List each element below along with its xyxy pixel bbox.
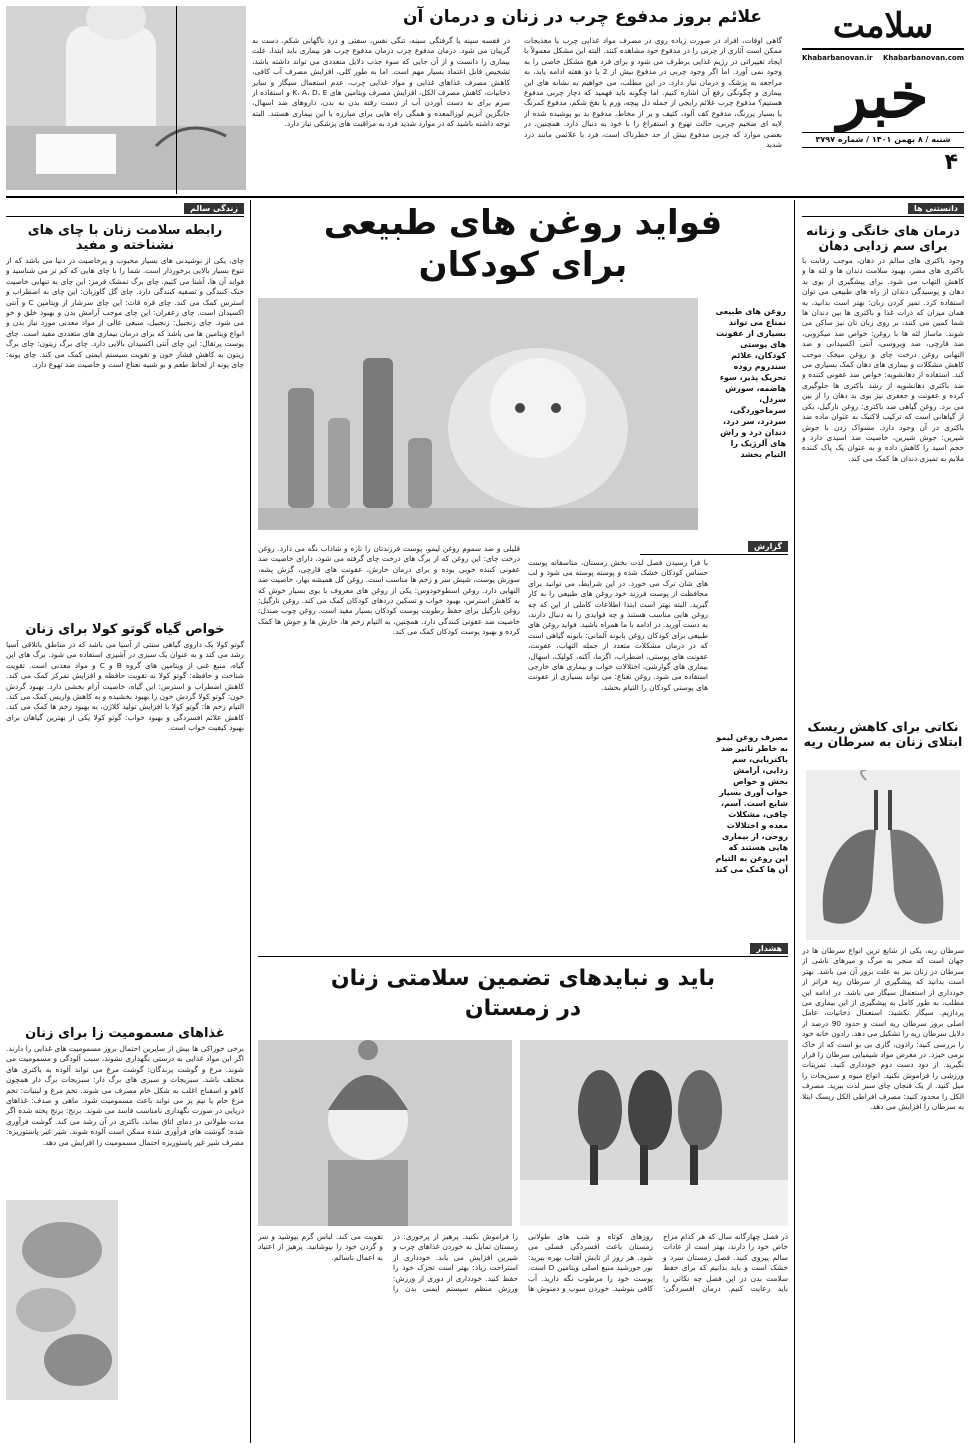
snow-walk-illustration <box>520 1040 788 1226</box>
main-body-col1: با فرا رسیدن فصل لذت بخش زمستان، متاسفانه پوست حساس کودکان خشک شده و پوسته پوسته می شود و لب های شان ترک می خورد. در این شرایط، می توانید برای محافظت از پوست فرزند خود روغن های طبیعی را به کار گیرید. البته بهتر است ابتدا اطلاعات کاملی از این که چه روغن هایی مناسب هستند و چه فوایدی را به دنبال دارند، به دست آورید. در ادامه با ما همراه باشید. فواید روغن های طبیعی برای کودکان روغن بابونه آلمانی: بابونه گیاهی است که در درمان مشکلات متعدد از جمله التهاب، عفونت، عفونت های پوستی، اضطراب، اگزما، آکنه، کولیک، اسهال، بیماری های گوارشی، اختلالات خواب و بیماری های خارجی استفاده می شود. روغن نعناع: می تواند بسیاری از عفونت های پوستی کودکان را التیام بخشد. <box>528 558 708 692</box>
left-article1-title: درمان های خانگی و زنانه برای سم زدایی دهان <box>806 223 960 253</box>
winter-title-line1: باید و نبایدهای تضمین سلامتی زنان <box>330 966 716 991</box>
lungs-photo <box>806 770 960 940</box>
top-divider <box>6 196 964 198</box>
left-col-divider <box>794 200 795 1443</box>
page-number: ۴ <box>944 150 958 175</box>
right-article1-text: چای، یکی از نوشیدنی های بسیار محبوب و پرخاصیت در دنیا می باشد که از تنوع بسیار بالایی برخوردار است. شما را با چای هایی که کم تر می شناسید و فواید آن ها، آشنا می کنیم. چای برگ تمشک قرمز: این چای به تنهایی خاصیت خنک کنندگی و تصفیه کنندگی دارد. چای گل گاوزبان: این چای به اضطراب و استرس کمک می کند. چای قره قات: این چای سرشار از ویتامین C و آنتی اکسیدان است. چای زعفران: این چای موجب آرامش بدن و بهبود خلق و خو می شود. چای زنجبیل: زنجبیل، منبعی عالی از مواد معدنی مورد نیاز بدن و انواع ویتامین ها می باشد که برای درمان بیماری های متعددی مفید است. چای پوست پرتقال: این چای آنتی اکسیدان بالایی دارد. چای برگ زیتون: چای برگ زیتون به کاهش فشار خون و تقویت سیستم ایمنی کمک می کند. چای پونه: چای پونه از لحاظ طعم و بو شبیه نعناع است و خاصیت ضد تهوع دارد. <box>6 256 244 370</box>
masthead <box>802 6 964 188</box>
report-tag: گزارش <box>640 540 788 555</box>
main-feature-title <box>258 202 788 292</box>
center-divider <box>250 200 251 1443</box>
main-title-line2: برای کودکان <box>418 245 628 285</box>
food-illustration <box>6 1200 118 1400</box>
girl-hat-illustration <box>258 1040 512 1226</box>
top-article <box>252 6 782 190</box>
main-title-line1: فواید روغن های طبیعی <box>323 203 723 243</box>
logo: خبر <box>837 59 929 132</box>
left-article2-text: سرطان ریه، یکی از شایع ترین انواع سرطان ها در جهان است که منجر به مرگ و میرهای ناشی از سرطان در زنان نیز به علت بروز آن می باشد. بهتر است بدانید که پیشگیری از سرطان ریه فراتر از خودداری از استعمال سیگار می باشد. در ادامه این مطلب، به طور کامل به پیشگیری از این بیماری می پردازیم. سیگار نکشید: استعمال دخانیات، عامل اصلی بروز سرطان ریه است و حدود 90 درصد از دلایل سرطان ریه را تشکیل می دهد. رادون خانه خود را بررسی کنید: رادون، گازی بی بو است که از خاک برمی خیزد. در معرض مواد شیمیایی سرطان زا قرار نگیرید. از دود دست دوم خودداری کنید. تمرینات ورزشی را فراموش نکنید. انواع میوه و سبزیجات را میل کنید. از یک فنجان چای سبز لذت ببرید. مصرف الکل را محدود کنید: مصرف افراطی الکل ریسک ابتلا به سرطان را افزایش می دهد. <box>802 946 964 1112</box>
left-sidebar <box>802 220 964 752</box>
section-title: سلامت <box>802 6 964 50</box>
winter-section-tag: هشدار <box>258 942 788 957</box>
side-pullquote: مصرف روغن لیمو به خاطر تاثیر ضد باکتریایی، سم زدایی، آرامش بخش و خواص خواب آوری بسیار شایع است. آسم، چاقی، مشکلات معده و اختلالات روحی، از بیماری هایی هستند که این روغن به التیام آن ها کمک می کند <box>714 733 788 874</box>
baby-photo <box>258 298 698 530</box>
top-article-col1: گاهی اوقات، افراد در صورت زیاده روی در مصرف مواد غذایی چرب یا مغذیجات ممکن است آثاری از چربی را در مدفوع خود مشاهده کنند. البته این مشکل معمولاً با ایجاد تغییراتی در رژیم غذایی برطرف می شود و برای فرد هیچ مشکل خاصی را به وجود نمی آورد. اما اگر وجود چربی در مدفوع بیش از 2 یا دو هفته ادامه یابد، به مراجعه به پزشک و درمان نیاز دارد. در این مطلب، می خواهیم به نشانه های این بیماری و چگونگی رفع آن اشاره کنیم. اما چگونه باید فهمید که دچار چربی مدفوع هستیم؟ مدفوع چرب علائم رایجی از جمله دل پیچه، ورم یا نفخ شکم، مدفوع کمرنگ یا بسیار پررنگ، مدفوع کف آلود، کثیف و پر از مخاط، مدفوع بد بو پوشیده شده از لایه ای ضخیم چربی، حالت تهوع و استفراغ را با خود به دنبال دارد. همچنین، در بعضی موارد که چربی مدفوع بیش از حد خطرناک است، فرد با علائمی مانند درد شدید <box>524 36 782 150</box>
doctor-photo <box>6 6 246 190</box>
top-article-title: علائم بروز مدفوع چرب در زنان و درمان آن <box>403 7 762 27</box>
winter-feature-title <box>258 964 788 1034</box>
site-url-ir[interactable]: Khabarbanovan.ir <box>802 54 873 62</box>
winter-girl-photo <box>258 1040 512 1226</box>
baby-oil-illustration <box>258 298 698 530</box>
right-article2-text: گوتو کولا یک داروی گیاهی سنتی از آسیا می باشد که در مناطق باتلاقی آسیا رشد می کند و به عنوان یک سبزی در آشپزی استفاده می شود. برگ های این گیاه، منبع غنی از ویتامین های گروه B و C و مواد معدنی است. تقویت شناخت و حافظه: گوتو کولا به تقویت حافظه و افزایش تمرکز کمک می کند. کاهش اضطراب و استرس: این گیاه، خاصیت آرام بخشی دارد. بهبود گردش خون: گوتو کولا گردش خون را بهبود بخشیده و به کاهش واریس کمک می کند. التیام زخم ها: گوتو کولا با افزایش تولید کلاژن، به بهبود زخم ها کمک می کند. کاهش علائم افسردگی و بهبود خواب: گوتو کولا یکی از بهترین گیاهان برای بهبود کیفیت خواب است. <box>6 640 244 733</box>
main-pullquote: روغن های طبیعی نمناع می تواند بسیاری از عفونت های پوستی کودکان، علائم سندروم روده تحریک پذیر، سوء هاضمه، سوزش سردل، سرماخوردگی، سردرد، سر درد، دندان درد و راش های آلرژیک را التیام بخشد <box>715 307 786 459</box>
left-section-tag: دانستنی ها <box>802 202 964 217</box>
lungs-icon <box>806 770 960 940</box>
top-article-col2: در قفسه سینه یا گرفتگی سینه، تنگی نفس، سفتی و درد ناگهانی شکم، دست به گریبان می شود. درمان مدفوع چرب درمان مدفوع چرب هر بیماری باید ابتدا، علت بیماری را دانست و از آن جایی که سوء جذب دلایل متعددی می تواند داشته باشد، تشخیص قابل اعتماد بسیار مهم است. اما به طور کلی، افزایش مصرف آب کافی، کاهش مصرف غذاهای غذایی و مواد غذایی چرب، عدم استعمال سیگار و سایر دخانیات، کاهش مصرف الکل، افزایش مصرف ویتامین های K، A، D، E و استفاده از سرم برای به دست آوردن آب از دست رفته بدن به بدن، داروهای ضد اسهال، جایگزین آنزیم لوزالمعده و همگی راه هایی برای مبارزه با این بیماری هستند. البته توجه داشته باشید که در موارد شدید فرد به مراقبت های پزشکی نیاز دارد. <box>252 36 510 129</box>
winter-women-photo <box>520 1040 788 1226</box>
food-photo <box>6 1200 118 1400</box>
right-article3-text: برخی خوراکی ها بیش از سایرین احتمال بروز مسمومیت های غذایی را دارند. اگر این مواد غذایی به درستی نگهداری نشوند، سبب آلودگی و مسمومیت می شوند. مرغ و گوشت پرندگان: گوشت مرغ می تواند آلوده به باکتری های مختلف باشد. سبزیجات و سبزی های برگ دار: سبزیجات برگ دار همچون کاهو و اسفناج اغلب به شکل خام مصرف می شوند. تخم مرغ و لبنیات: تخم مرغ خام یا نیم پز می تواند باعث مسمومیت شود. ماهی و صدف: غذاهای دریایی در صورت نگهداری نامناسب فاسد می شوند. برنج: برنج پخته شده اگر مدت طولانی در دمای اتاق بماند، باکتری در آن رشد می کند. گوشت فرآوری شده: گوشت های فرآوری شده ممکن است آلوده شوند. شیر غیر پاستوریزه: مصرف شیر غیر پاستوریزه احتمال مسمومیت را افزایش می دهد. <box>6 1044 244 1147</box>
masthead-divider <box>176 6 177 194</box>
right-article1-title: رابطه سلامت زنان با چای های نشناخته و مفید <box>27 223 223 253</box>
right-section-tag: زندگی سالم <box>6 202 244 217</box>
site-url-com[interactable]: Khabarbanovan.com <box>882 54 964 62</box>
left-article1-text: وجود باکتری های سالم در دهان، موجب رقابت با باکتری های مضر، بهبود سلامت دندان ها و لثه ها و کاهش التهاب می شود. برای پیشگیری از بوی بد دهان و پوسیدگی دندان از راه های طبیعی می توان استفاده کرد. تمیز کردن زبان: بهتر است بدانید، به همان میزان که ذرات غذا و باکتری ها بین دندان ها شما کمین می کنند، بر روی زبان تان نیز ساکن می شوند. ماساژ لثه ها با روغن: خواص ضد میکروبی، ضد قارچی، ضد ویروسی، آنتی اکسیدانی و ضد التهابی روغن درخت چای و روغن میخک موجب کاهش مشکلات و بیماری های دهان کمک بسیاری می کند. استفاده از دهانشویه: خواص ضد عفونی کننده و ضد باکتری دهانشویه از رشد باکتری ها جلوگیری کرده و عفونت و جعفری نیز بوی بد دهان را از بین می برد. روغن گیاهی ضد باکتری: روغن نارگیل، یکی از گیاهانی است که ترکیب لاکتیک به عنوان ماده ضد باکتری در آن وجود دارد. مسواک زدن با جوش شیرین: جوش شیرین، خاصیت ضد اسیدی دارد و حجم اسید را کاهش داده و به عنوان یک پاک کننده ملایم به تمیزی دندان ها کمک می کند. <box>802 256 964 463</box>
issue-line: شنبه / ۸ بهمن ۱۴۰۱ / شماره ۳۷۹۷ <box>802 132 964 148</box>
winter-body: در فصل چهارگانه سال که هر کدام مزاج خاص خود را دارند، بهتر است از عادات سالم پیروی کنید. فصل زمستان سرد و خشک است و باید بدانیم که برای حفظ سلامت بدن در این فصل چه نکاتی را باید رعایت کنیم. درمان افسردگی: روزهای کوتاه و شب های طولانی زمستان باعث افسردگی فصلی می شود. هر روز از تابش آفتاب بهره ببرید: نور خورشید منبع اصلی ویتامین D است. پوست خود را مرطوب نگه دارید. آب کافی بنوشید. خوردن سوپ و دمنوش ها را فراموش نکنید. پرهیز از پرخوری: در زمستان تمایل به خوردن غذاهای چرب و شیرین افزایش می یابد. خودداری از استراحت زیاد: بهتر است تحرک خود را حفظ کنید. خودداری از دوری از ورزش: ورزش منظم سیستم ایمنی بدن را تقویت می کند. لباس گرم بپوشید و سر و گردن خود را بپوشانید. پرهیز از اعتیاد به اعمال ناسالم. <box>258 1232 788 1294</box>
right-article2-title: خواص گیاه گوتو کولا برای زنان <box>25 622 225 637</box>
left-article2-title: نکاتی برای کاهش ریسک ابتلای زنان به سرطان ریه <box>803 719 963 749</box>
right-article3-title: غذاهای مسمومیت زا برای زنان <box>25 1026 225 1041</box>
winter-title-line2: در زمستان <box>464 996 582 1021</box>
main-body-col2: قلیلی و ضد سموم روغن لیمو، پوست فرزندتان را تازه و شاداب نگه می دارد. روغن درخت چای: این روغن که از برگ های درخت چای گرفته می شود، دارای خاصیت ضد عفونی کننده خوبی بوده و برای درمان خارش، عفونت های قارچی، گزش پشه، سوزش پوست، شپش سر و زخم ها مناسب است. روغن گل همیشه بهار، خاصیت ضد التهابی دارد. روغن اسطوخودوس: یکی از روغن های معروف با بوی بسیار خوش که به کاهش استرس، بهبود خواب و تسکین دردهای کودکان کمک می کند. روغن نارگیل: روغن نارگیل برای حفظ رطوبت پوست کودکان بسیار مفید است. روغن چوب صندل: خاصیت ضد عفونی کنندگی دارد. همچنین، به التیام زخم ها، خارش ها و جوش ها کمک کرده و بهبود پوست کودکان کمک می کند. <box>258 544 520 637</box>
right-column <box>6 220 244 1154</box>
doctor-illustration <box>6 6 246 190</box>
